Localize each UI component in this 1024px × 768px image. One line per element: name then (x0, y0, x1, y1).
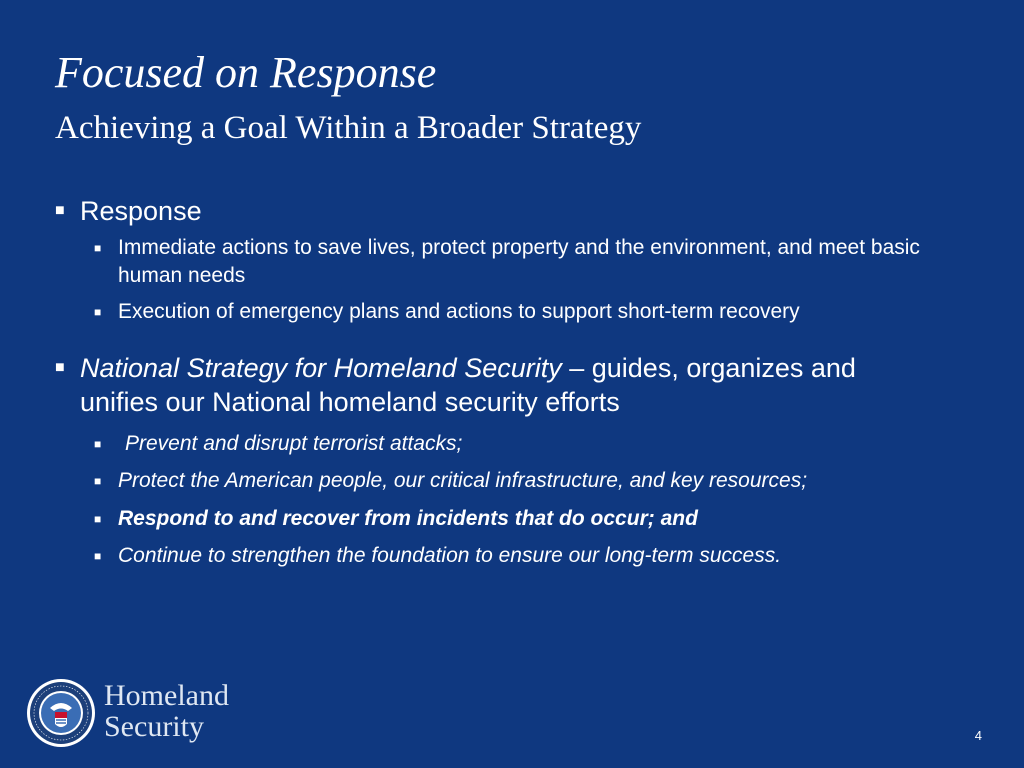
sub-bullet-text: Protect the American people, our critical infrastructure, and key resources; (118, 469, 808, 492)
page-number: 4 (974, 728, 982, 743)
sub-bullet-highlight (94, 505, 978, 533)
homeland-security-wordmark (104, 680, 229, 742)
sub-bullet (94, 467, 978, 495)
sub-bullet-text: Continue to strengthen the foundation to ensure our long-term success. (118, 544, 782, 567)
brand-line-2: Security (104, 710, 204, 743)
sub-bullet-text: Respond to and recover from incidents that do occur; and (118, 507, 698, 530)
bullet-response (55, 194, 960, 228)
slide-subtitle: Achieving a Goal Within a Broader Strategy (55, 110, 642, 146)
brand-line-1: Homeland (104, 679, 229, 712)
square-bullet-icon: ■ (94, 305, 102, 319)
square-bullet-icon: ■ (55, 359, 65, 376)
sub-bullet-text: Execution of emergency plans and actions to support short-term recovery (118, 300, 800, 323)
sub-bullet (94, 430, 978, 458)
bullet-strategy (55, 351, 940, 419)
sub-bullet-text: Immediate actions to save lives, protect property and the environment, and meet basic human needs (118, 236, 920, 287)
slide-title: Focused on Response (55, 48, 437, 97)
sub-bullet (94, 234, 978, 290)
dhs-seal-logo (26, 678, 96, 748)
square-bullet-icon: ■ (94, 512, 102, 526)
sub-bullet-text: Prevent and disrupt terrorist attacks; (125, 432, 463, 455)
square-bullet-icon: ■ (94, 549, 102, 563)
square-bullet-icon: ■ (94, 437, 102, 451)
strategy-title: National Strategy for Homeland Security (80, 353, 562, 383)
square-bullet-icon: ■ (94, 474, 102, 488)
seal-icon (26, 678, 96, 748)
strategy-description: – guides, organizes and unifies our National homeland security efforts (80, 353, 856, 417)
sub-bullet (94, 542, 978, 570)
square-bullet-icon: ■ (55, 202, 65, 219)
square-bullet-icon: ■ (94, 241, 102, 255)
bullet-response-label: Response (80, 196, 202, 226)
sub-bullet (94, 298, 978, 326)
